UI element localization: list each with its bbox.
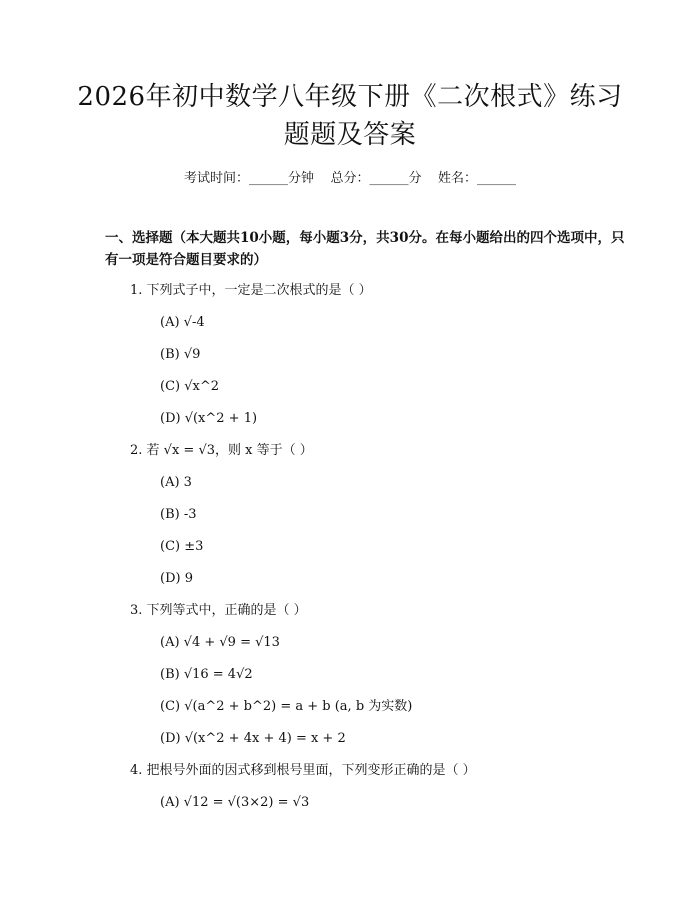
question-stem: 3. 下列等式中，正确的是（ ） [130, 603, 307, 618]
answer-option: (C) √(a^2 + b^2) = a + b (a, b 为实数) [160, 699, 413, 714]
section-heading: 一、选择题（本大题共10小题，每小题3分，共30分。在每小题给出的四个选项中，只有一项是符合题目要求的） [105, 230, 625, 268]
answer-option: (C) ±3 [160, 539, 204, 554]
answer-option: (B) -3 [160, 507, 197, 522]
answer-option: (D) 9 [160, 571, 193, 586]
answer-option: (D) √(x^2 + 4x + 4) = x + 2 [160, 731, 346, 746]
answer-option: (C) √x^2 [160, 379, 220, 394]
question-stem: 2. 若 √x = √3，则 x 等于（ ） [130, 443, 313, 458]
question-stem: 4. 把根号外面的因式移到根号里面，下列变形正确的是（ ） [130, 763, 476, 778]
answer-option: (A) √12 = √(3×2) = √3 [160, 795, 310, 810]
answer-option: (D) √(x^2 + 1) [160, 411, 258, 426]
page-title: 2026年初中数学八年级下册《二次根式》练习题题及答案 [77, 82, 623, 150]
question-stem: 1. 下列式子中，一定是二次根式的是（ ） [130, 283, 372, 298]
answer-option: (B) √9 [160, 347, 201, 362]
answer-option: (A) 3 [160, 475, 192, 490]
exam-meta: 考试时间：______分钟 总分：______分 姓名：______ [183, 171, 517, 186]
answer-option: (A) √-4 [160, 315, 205, 330]
answer-option: (B) √16 = 4√2 [160, 667, 253, 682]
answer-option: (A) √4 + √9 = √13 [160, 635, 280, 650]
